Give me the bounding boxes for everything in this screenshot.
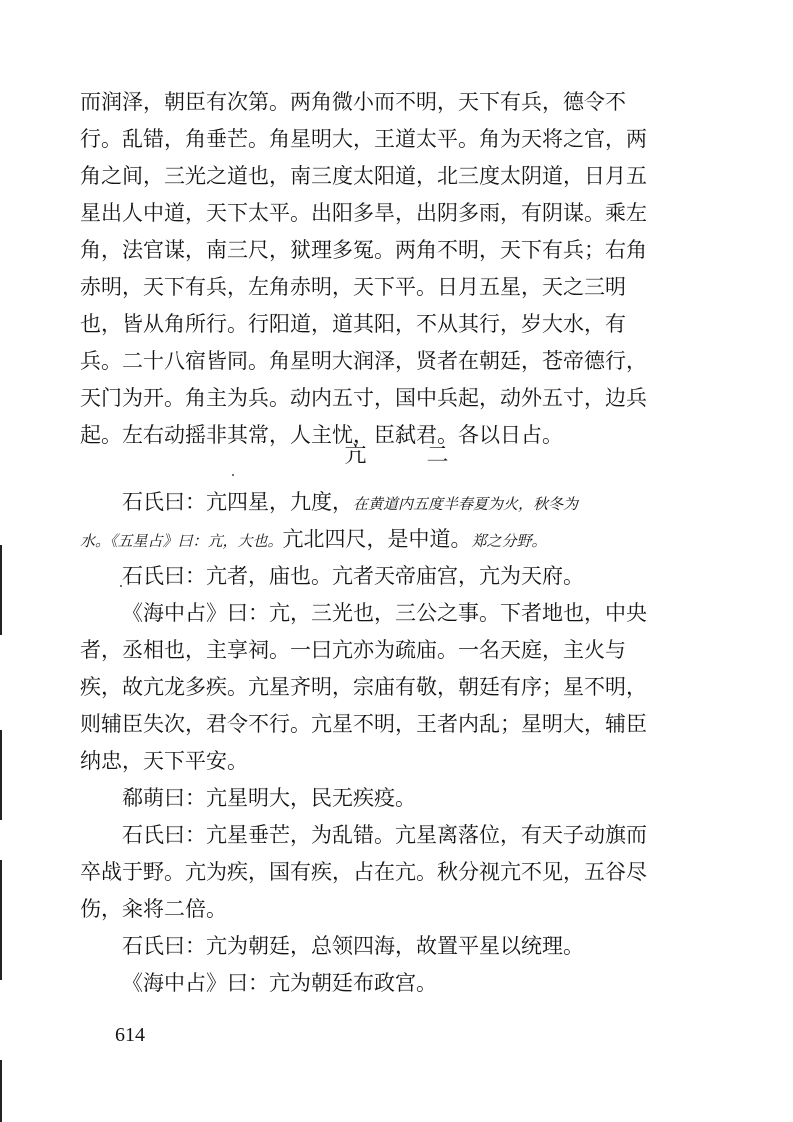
- body-line: 也，皆从角所行。行阳道，道其阳，不从其行，岁大水，有: [80, 312, 626, 336]
- body-line: 角，法官谋，南三尺，狱理多冤。两角不明，天下有兵；右角: [80, 238, 647, 262]
- scan-margin-mark: [0, 1060, 2, 1122]
- scan-speck: [232, 474, 234, 476]
- heading-right: 二: [426, 443, 449, 468]
- para6: 石氏曰：亢为朝廷，总领四海，故置平星以统理。: [122, 934, 584, 958]
- scan-margin-mark: [0, 860, 2, 980]
- para3-line: 疾，故亢龙多疾。亢星齐明，宗庙有敬，朝廷有序；星不明，: [80, 675, 647, 699]
- body-line: 赤明，天下有兵，左角赤明，天下平。日月五星，天之三明: [80, 275, 626, 299]
- body-line: 天门为开。角主为兵。动内五寸，国中兵起，动外五寸，边兵: [80, 386, 647, 410]
- page-number: 614: [115, 1024, 145, 1046]
- scan-speck: [120, 585, 122, 587]
- para3-line: 者，丞相也，主享祠。一曰亢亦为疏庙。一名天庭，主火与: [80, 638, 626, 662]
- para1-note: 在黄道内五度半春夏为火，秋冬为: [353, 495, 579, 513]
- body-line: 角之间，三光之道也，南三度太阳道，北三度太阴道，日月五: [80, 164, 647, 188]
- para7: 《海中占》曰：亢为朝廷布政宫。: [122, 971, 437, 995]
- body-line: 兵。二十八宿皆同。角星明大润泽，贤者在朝廷，苍帝德行，: [80, 349, 647, 373]
- body-line: 星出人中道，天下太平。出阳多旱，出阴多雨，有阴谋。乘左: [80, 201, 647, 225]
- body-line: 起。左右动摇非其常，人主忧，臣弑君。各以日占。: [80, 423, 563, 447]
- para1-main-2: 亢北四尺，是中道。: [282, 527, 472, 551]
- section-heading: [0, 440, 793, 472]
- para5-line: 石氏曰：亢星垂芒，为乱错。亢星离落位，有天子动旗而: [122, 823, 647, 847]
- heading-left: 亢: [344, 443, 367, 468]
- para5-line: 伤，籴将二倍。: [80, 897, 227, 921]
- scan-margin-mark: [0, 545, 2, 635]
- para5-line: 卒战于野。亢为疾，国有疾，占在亢。秋分视亢不见，五谷尽: [80, 860, 647, 884]
- para4: 郗萌曰：亢星明大，民无疾疫。: [122, 786, 416, 810]
- para1-note-b: 郑之分野。: [471, 532, 547, 550]
- para1-line2: [80, 523, 547, 557]
- para2: 石氏曰：亢者，庙也。亢者天帝庙宫，亢为天府。: [122, 564, 584, 588]
- body-line: 而润泽，朝臣有次第。两角微小而不明，天下有兵，德令不: [80, 90, 626, 114]
- para3-line: 纳忠，天下平安。: [80, 749, 248, 773]
- body-line: 行。乱错，角垂芒。角星明大，王道太平。角为天将之官，两: [80, 127, 647, 151]
- para1-line1: [122, 486, 578, 520]
- para3-line: 则辅臣失次，君令不行。亢星不明，王者内乱；星明大，辅臣: [80, 712, 647, 736]
- para3-line: 《海中占》曰：亢，三光也，三公之事。下者地也，中央: [122, 601, 647, 625]
- para1-main: 石氏曰：亢四星，九度，: [122, 490, 353, 514]
- scan-margin-mark: [0, 730, 2, 820]
- para1-note-a: 水。《五星占》曰：亢，大也。: [80, 532, 283, 550]
